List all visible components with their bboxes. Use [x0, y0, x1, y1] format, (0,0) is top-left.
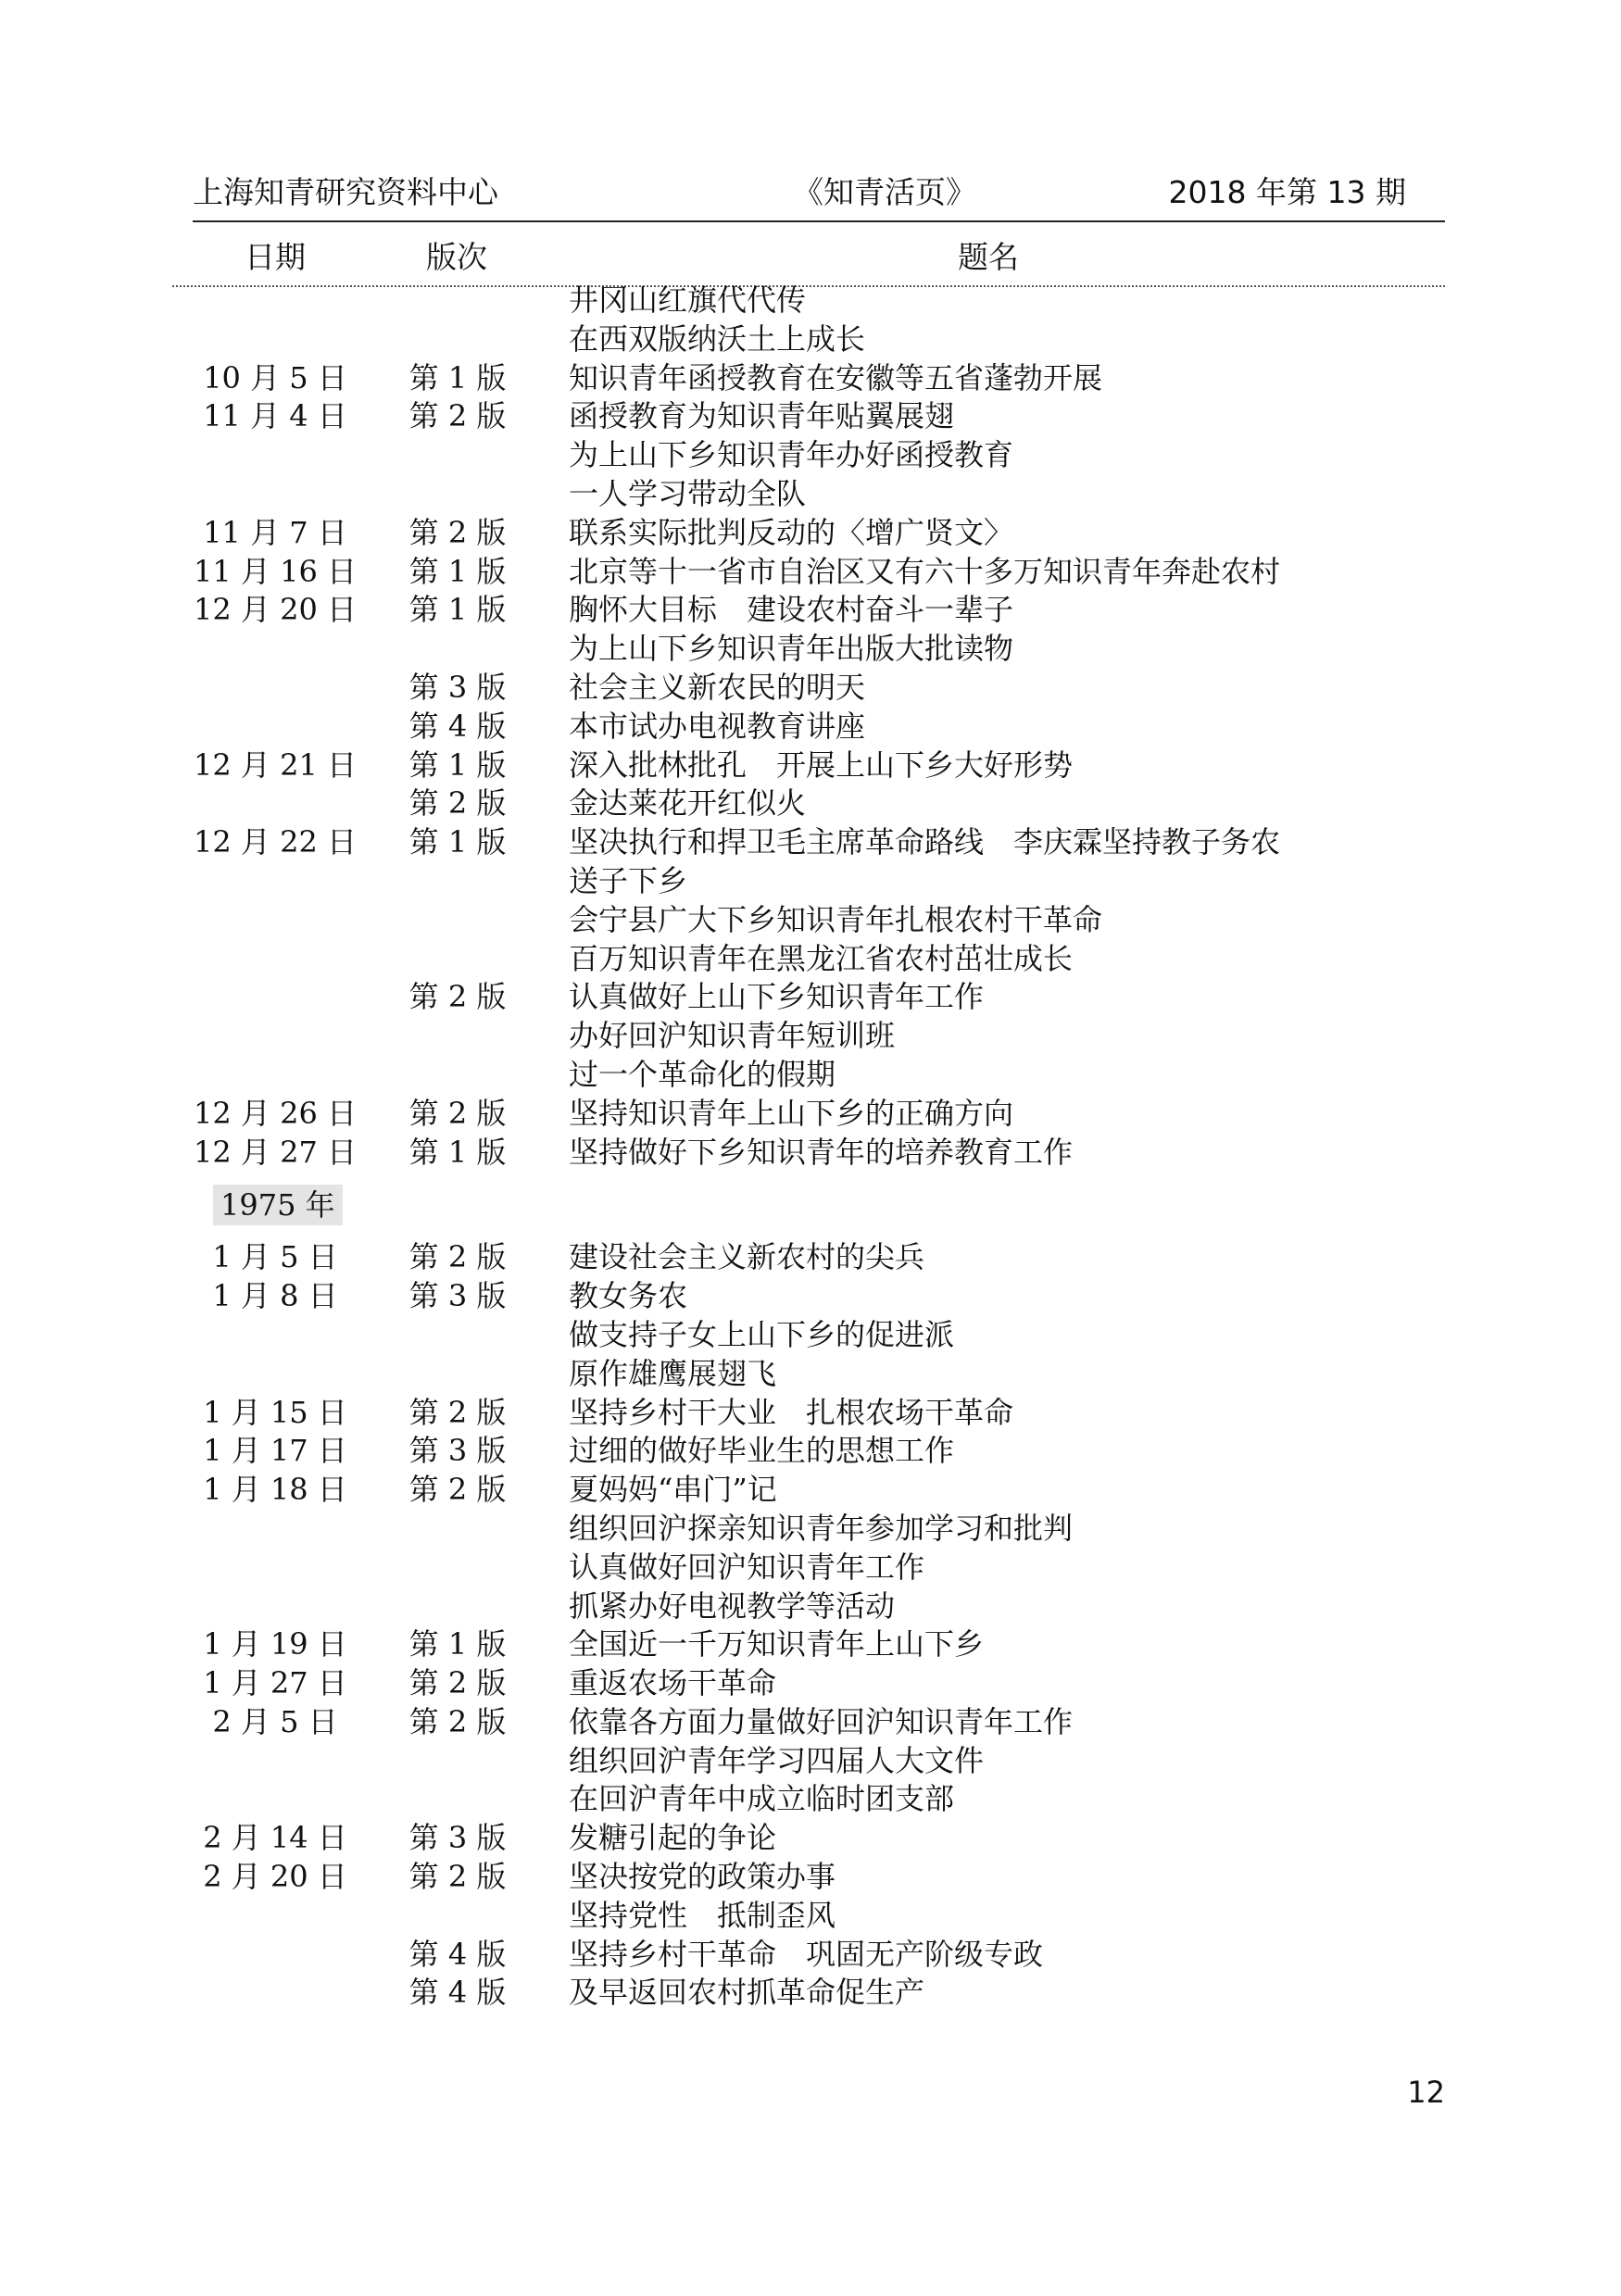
entry-title: 过一个革命化的假期	[569, 1056, 836, 1092]
entry-edition: 第 2 版	[408, 1095, 507, 1131]
index-row	[0, 940, 1621, 979]
entry-title: 抓紧办好电视教学等活动	[569, 1587, 896, 1624]
entry-date: 11 月 4 日	[203, 398, 347, 434]
index-row	[0, 359, 1621, 398]
entry-title: 为上山下乡知识青年办好函授教育	[569, 437, 1014, 473]
article-index-list	[0, 282, 1621, 2013]
entry-title: 重返农场干革命	[569, 1665, 777, 1701]
entry-title: 百万知识青年在黑龙江省农村茁壮成长	[569, 940, 1074, 976]
header-organization: 上海知青研究资料中心	[193, 174, 498, 210]
year-section-header	[0, 1172, 1621, 1238]
index-row	[0, 1664, 1621, 1703]
entry-title: 坚持党性 抵制歪风	[569, 1897, 836, 1933]
entry-date: 2 月 20 日	[203, 1859, 347, 1895]
entry-date: 12 月 20 日	[194, 592, 357, 628]
index-row	[0, 475, 1621, 514]
entry-title: 北京等十一省市自治区又有六十多万知识青年奔赴农村	[569, 553, 1281, 589]
entry-edition: 第 3 版	[408, 1820, 507, 1856]
index-row	[0, 978, 1621, 1017]
entry-edition: 第 2 版	[408, 1665, 507, 1701]
index-row	[0, 1316, 1621, 1355]
page-header	[193, 169, 1445, 210]
entry-title: 依靠各方面力量做好回沪知识青年工作	[569, 1703, 1074, 1739]
entry-title: 深入批林批孔 开展上山下乡大好形势	[569, 747, 1074, 783]
entry-edition: 第 1 版	[408, 359, 507, 395]
index-row	[0, 669, 1621, 708]
entry-title: 送子下乡	[569, 862, 688, 898]
entry-edition: 第 1 版	[408, 1626, 507, 1662]
entry-title: 全国近一千万知识青年上山下乡	[569, 1626, 985, 1662]
index-row	[0, 1780, 1621, 1819]
index-row	[0, 320, 1621, 359]
entry-title: 及早返回农村抓革命促生产	[569, 1975, 925, 2011]
index-row	[0, 1095, 1621, 1134]
entry-title: 组织回沪探亲知识青年参加学习和批判	[569, 1510, 1074, 1546]
entry-edition: 第 1 版	[408, 747, 507, 783]
entry-title: 知识青年函授教育在安徽等五省蓬勃开展	[569, 359, 1103, 395]
index-row	[0, 1549, 1621, 1587]
entry-date: 11 月 16 日	[194, 553, 357, 589]
entry-title: 过细的做好毕业生的思想工作	[569, 1433, 955, 1469]
entry-edition: 第 3 版	[408, 1278, 507, 1314]
entry-edition: 第 2 版	[408, 1394, 507, 1430]
entry-title: 认真做好上山下乡知识青年工作	[569, 979, 985, 1015]
entry-title: 函授教育为知识青年贴翼展翅	[569, 398, 955, 434]
entry-edition: 第 2 版	[408, 979, 507, 1015]
entry-date: 1 月 8 日	[212, 1278, 338, 1314]
entry-title: 本市试办电视教育讲座	[569, 708, 866, 744]
entry-edition: 第 1 版	[408, 824, 507, 860]
index-row	[0, 1587, 1621, 1626]
entry-edition: 第 3 版	[408, 669, 507, 705]
index-row	[0, 901, 1621, 940]
entry-date: 11 月 7 日	[203, 514, 347, 550]
entry-title: 坚决按党的政策办事	[569, 1859, 836, 1895]
index-row	[0, 784, 1621, 823]
entry-edition: 第 3 版	[408, 1433, 507, 1469]
header-divider	[193, 220, 1445, 222]
entry-date: 1 月 15 日	[203, 1394, 347, 1430]
index-row	[0, 591, 1621, 630]
entry-edition: 第 2 版	[408, 1703, 507, 1739]
column-header-date: 日期	[245, 239, 306, 275]
index-row	[0, 1394, 1621, 1433]
entry-title: 坚决执行和捍卫毛主席革命路线 李庆霖坚持教子务农	[569, 824, 1281, 860]
index-row	[0, 1625, 1621, 1664]
entry-edition: 第 2 版	[408, 785, 507, 822]
entries-1975	[0, 1238, 1621, 2013]
index-row	[0, 1858, 1621, 1897]
entry-title: 坚持做好下乡知识青年的培养教育工作	[569, 1134, 1074, 1170]
entry-title: 联系实际批判反动的〈增广贤文〉	[569, 514, 1014, 550]
column-header-edition: 版次	[426, 239, 487, 275]
entry-edition: 第 2 版	[408, 398, 507, 434]
entry-date: 1 月 27 日	[203, 1665, 347, 1701]
index-row	[0, 553, 1621, 592]
index-row	[0, 282, 1621, 320]
index-row	[0, 708, 1621, 747]
entry-title: 井冈山红旗代代传	[569, 282, 807, 318]
entry-title: 会宁县广大下乡知识青年扎根农村干革命	[569, 901, 1103, 937]
index-row	[0, 1936, 1621, 1975]
entry-title: 在回沪青年中成立临时团支部	[569, 1781, 955, 1817]
entry-edition: 第 4 版	[408, 1975, 507, 2011]
index-row	[0, 1432, 1621, 1471]
entry-edition: 第 2 版	[408, 1859, 507, 1895]
index-row	[0, 1742, 1621, 1781]
entry-edition: 第 4 版	[408, 1936, 507, 1972]
entry-title: 坚持乡村干大业 扎根农场干革命	[569, 1394, 1014, 1430]
index-row	[0, 397, 1621, 436]
index-row	[0, 514, 1621, 553]
index-row	[0, 1510, 1621, 1549]
entry-title: 夏妈妈“串门”记	[569, 1472, 777, 1508]
entry-date: 1 月 18 日	[203, 1472, 347, 1508]
entry-title: 认真做好回沪知识青年工作	[569, 1549, 925, 1585]
index-row	[0, 1974, 1621, 2013]
index-row	[0, 1897, 1621, 1936]
entry-title: 建设社会主义新农村的尖兵	[569, 1239, 925, 1275]
entry-title: 金达莱花开红似火	[569, 785, 807, 822]
entry-title: 社会主义新农民的明天	[569, 669, 866, 705]
entry-date: 12 月 26 日	[194, 1095, 357, 1131]
index-row	[0, 1819, 1621, 1858]
entry-date: 1 月 19 日	[203, 1626, 347, 1662]
entry-title: 原作雄鹰展翅飞	[569, 1355, 777, 1391]
entry-title: 坚持乡村干革命 巩固无产阶级专政	[569, 1936, 1044, 1972]
entry-title: 发糖引起的争论	[569, 1820, 777, 1856]
index-row	[0, 1355, 1621, 1394]
entry-title: 教女务农	[569, 1278, 688, 1314]
entry-title: 一人学习带动全队	[569, 475, 807, 511]
entry-title: 坚持知识青年上山下乡的正确方向	[569, 1095, 1014, 1131]
entry-title: 胸怀大目标 建设农村奋斗一辈子	[569, 592, 1014, 628]
entry-date: 10 月 5 日	[203, 359, 347, 395]
entry-title: 为上山下乡知识青年出版大批读物	[569, 631, 1014, 667]
entry-date: 2 月 14 日	[203, 1820, 347, 1856]
header-publication: 《知青活页》	[793, 174, 976, 210]
page-number: 12	[1407, 2075, 1445, 2110]
entry-edition: 第 1 版	[408, 553, 507, 589]
index-row	[0, 1134, 1621, 1173]
entry-title: 办好回沪知识青年短训班	[569, 1018, 896, 1054]
entry-date: 1 月 5 日	[212, 1239, 338, 1275]
entry-edition: 第 1 版	[408, 1134, 507, 1170]
entry-date: 1 月 17 日	[203, 1433, 347, 1469]
column-header-title: 题名	[958, 239, 1019, 275]
entry-edition: 第 2 版	[408, 514, 507, 550]
entry-title: 做支持子女上山下乡的促进派	[569, 1316, 955, 1352]
index-row	[0, 630, 1621, 669]
entry-edition: 第 4 版	[408, 708, 507, 744]
entry-date: 12 月 27 日	[194, 1134, 357, 1170]
index-row	[0, 1471, 1621, 1510]
entry-date: 2 月 5 日	[212, 1703, 338, 1739]
entry-edition: 第 1 版	[408, 592, 507, 628]
index-row	[0, 436, 1621, 475]
entries-1974	[0, 282, 1621, 1172]
entry-edition: 第 2 版	[408, 1239, 507, 1275]
index-row	[0, 823, 1621, 862]
index-row	[0, 1277, 1621, 1316]
entry-edition: 第 2 版	[408, 1472, 507, 1508]
header-issue: 2018 年第 13 期	[1168, 174, 1406, 210]
index-row	[0, 1703, 1621, 1742]
index-row	[0, 1017, 1621, 1056]
year-label: 1975 年	[213, 1185, 343, 1225]
entry-date: 12 月 21 日	[194, 747, 357, 783]
index-row	[0, 1056, 1621, 1095]
entry-title: 在西双版纳沃土上成长	[569, 320, 866, 357]
index-row	[0, 747, 1621, 785]
entry-date: 12 月 22 日	[194, 824, 357, 860]
index-row	[0, 1238, 1621, 1277]
index-row	[0, 862, 1621, 901]
entry-title: 组织回沪青年学习四届人大文件	[569, 1742, 985, 1778]
